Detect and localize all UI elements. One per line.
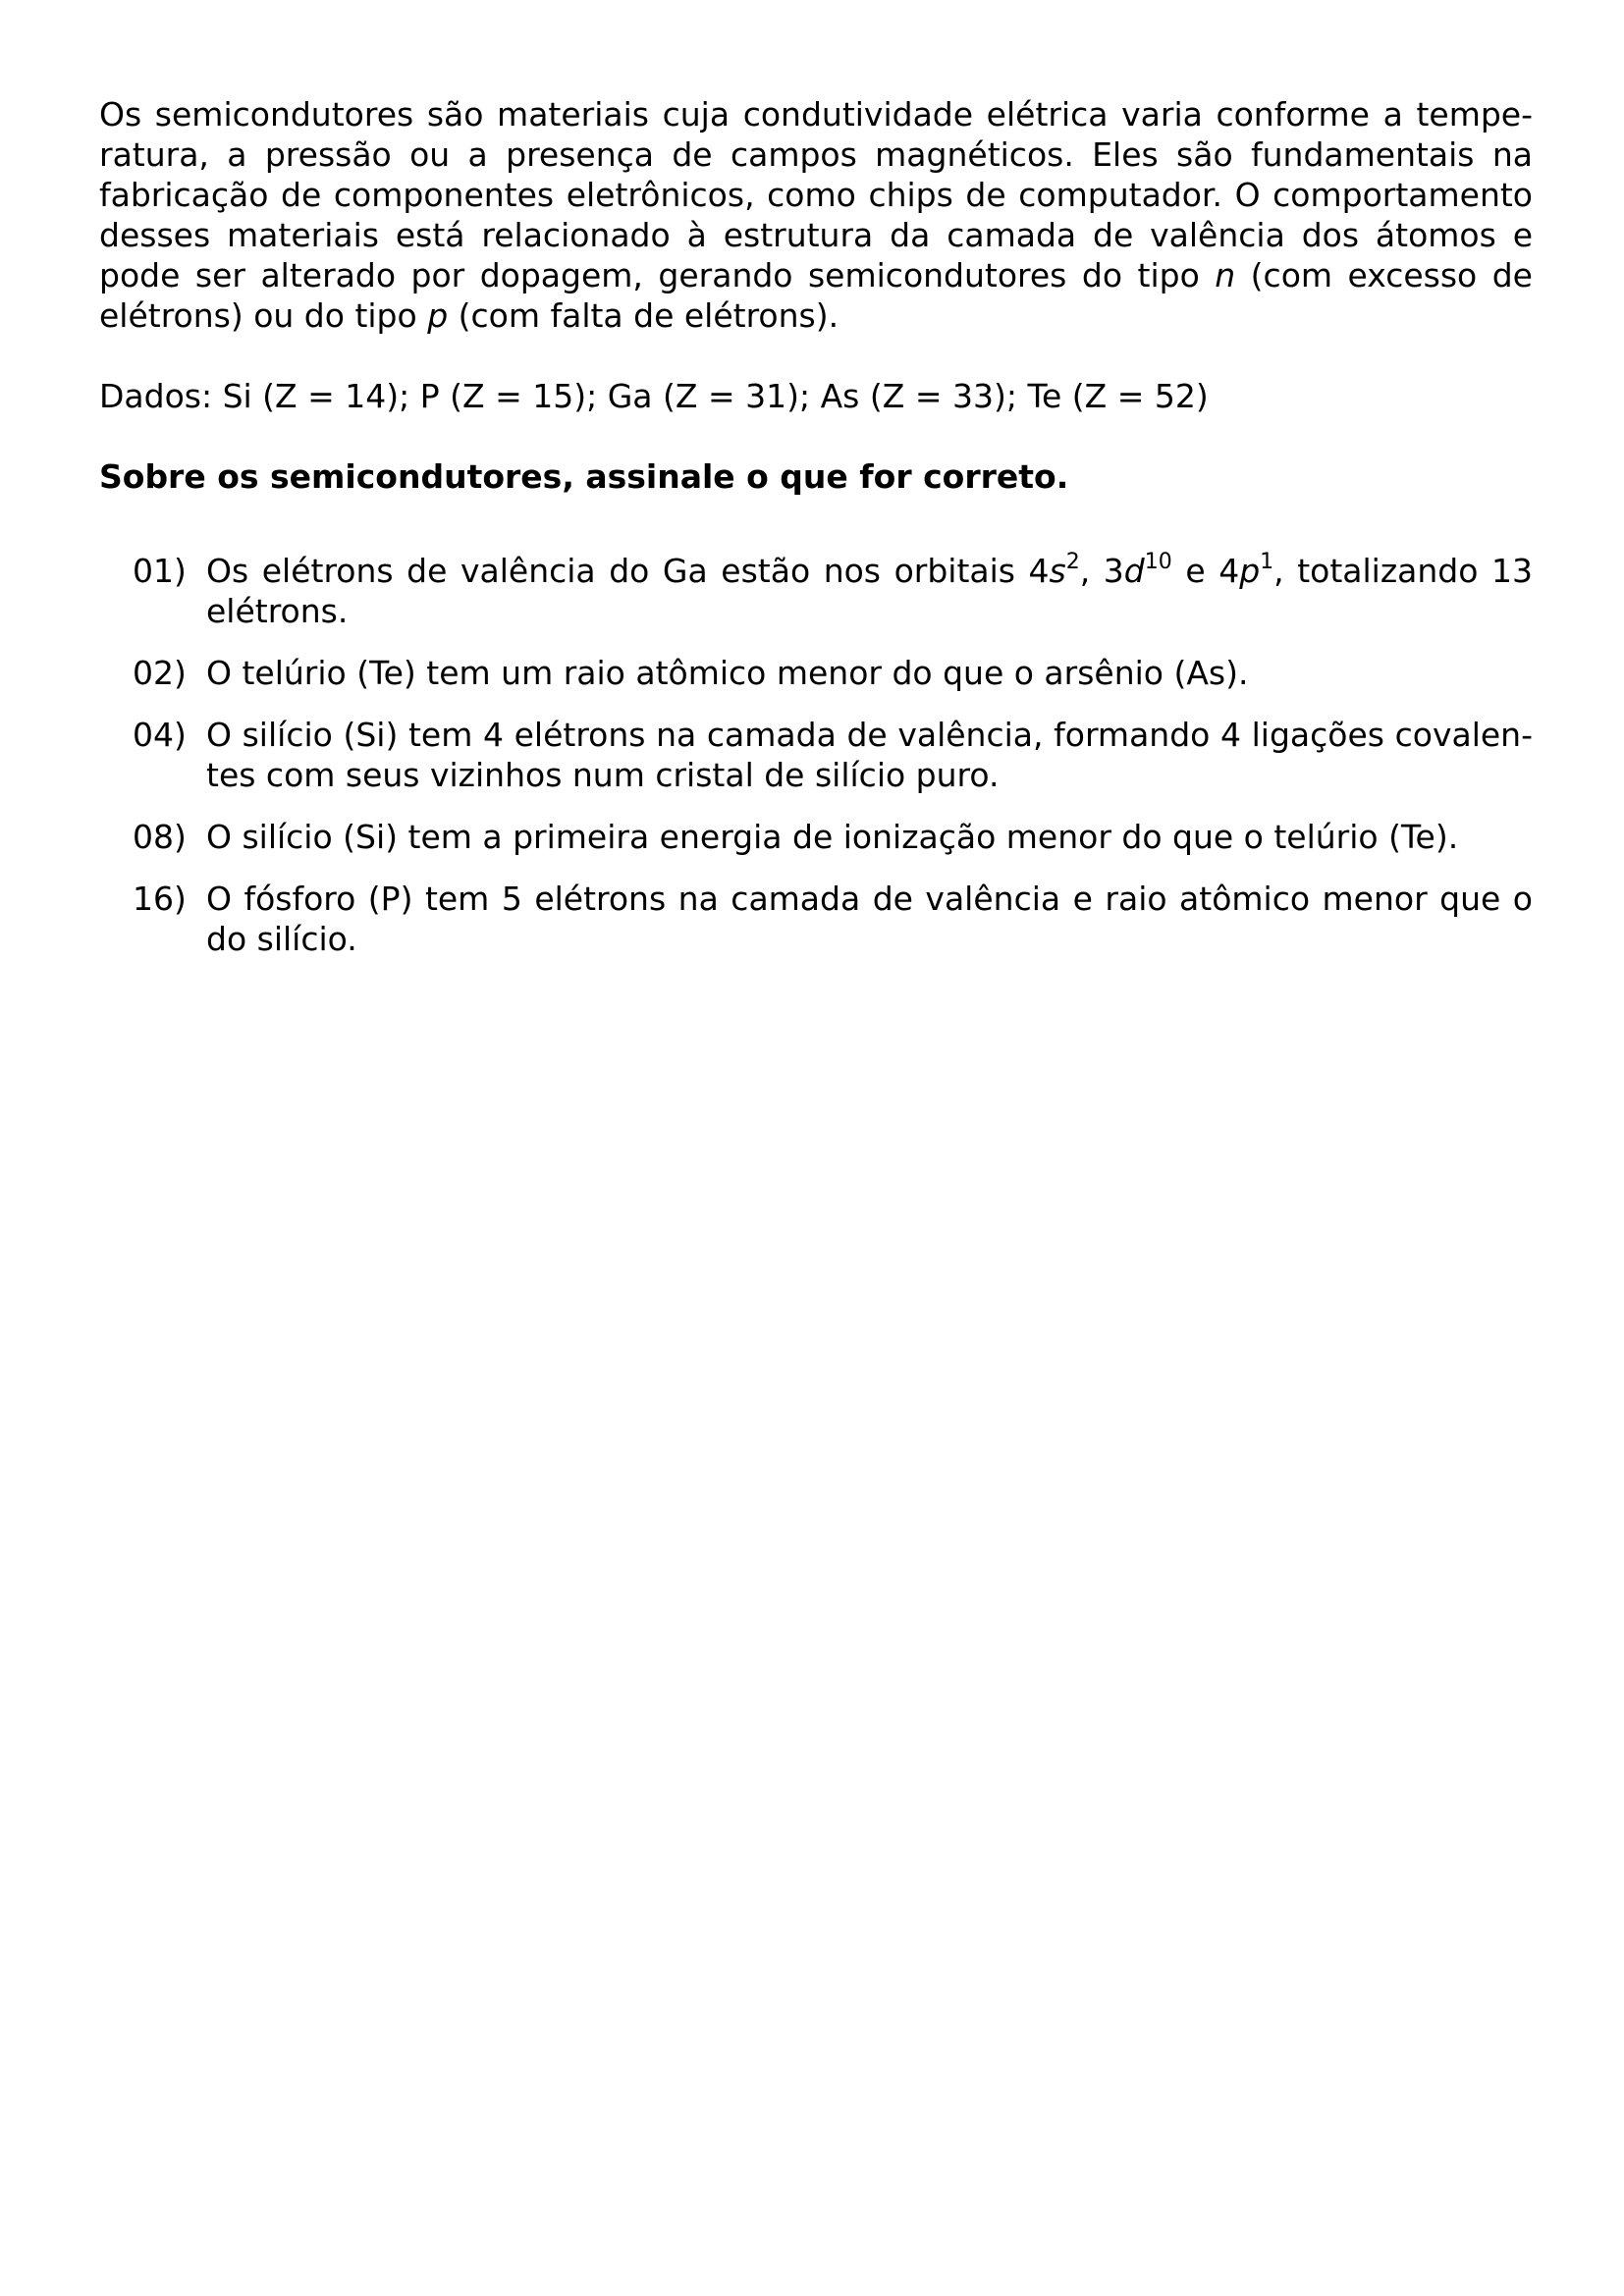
orbital-s: s (1049, 552, 1066, 590)
orbital-d: d (1123, 552, 1145, 590)
option-text-post: , totalizando 13 elétrons. (206, 552, 1533, 630)
option-text (206, 552, 1533, 630)
option-number: 08) (133, 818, 187, 856)
option-04 (99, 715, 1533, 795)
option-text: O fósforo (P) tem 5 elétrons na camada de valência e raio atômico menor que o do silício. (206, 880, 1533, 958)
option-number: 01) (133, 552, 187, 590)
options-list (99, 551, 1533, 959)
question-prompt: Sobre os semicondutores, assinale o que for correto. (99, 457, 1069, 496)
intro-text-2: (com excesso de elétrons) ou do tipo (99, 256, 1533, 335)
document-page (99, 94, 1533, 981)
option-number: 16) (133, 880, 187, 918)
option-number: 04) (133, 716, 187, 754)
option-02 (99, 653, 1533, 693)
option-text: O silício (Si) tem a primeira energia de ionização menor do que o telúrio (Te). (206, 818, 1459, 856)
option-text-pre: Os elétrons de valência do Ga estão nos orbitais 4 (206, 552, 1050, 590)
option-text: O telúrio (Te) tem um raio atômico menor do que o arsênio (As). (206, 654, 1249, 692)
orbital-s-exponent: 2 (1065, 550, 1080, 574)
data-line: Dados: Si (Z = 14); P (Z = 15); Ga (Z = 31); As (Z = 33); Te (Z = 52) (99, 377, 1209, 415)
intro-var-p: p (427, 296, 449, 335)
option-text-sep2: e 4 (1171, 552, 1240, 590)
intro-paragraph (99, 94, 1533, 336)
option-text: O silício (Si) tem 4 elétrons na camada de valência, formando 4 ligações covalen-tes com seus vizinhos num cristal de silício puro. (206, 716, 1533, 794)
orbital-p-exponent: 1 (1260, 550, 1274, 574)
intro-var-n: n (1215, 256, 1236, 294)
intro-text-1: Os semicondutores são materiais cuja condutividade elétrica varia conforme a tempe-ratura, a pressão ou a presença de campos magnéticos. Eles são fundamentais na fabricação de componentes eletrônicos, como chips de computador. O comportamento desses materiais está relacionado à estrutura da camada de valência dos átomos e pode ser alterado por dopagem, gerando semicondutores do tipo (99, 95, 1533, 294)
option-01 (99, 551, 1533, 631)
option-number: 02) (133, 654, 187, 692)
option-08 (99, 817, 1533, 857)
option-text-sep1: , 3 (1079, 552, 1124, 590)
option-16 (99, 879, 1533, 959)
orbital-d-exponent: 10 (1144, 550, 1172, 574)
intro-text-3: (com falta de elétrons). (448, 296, 839, 335)
orbital-p: p (1239, 552, 1261, 590)
